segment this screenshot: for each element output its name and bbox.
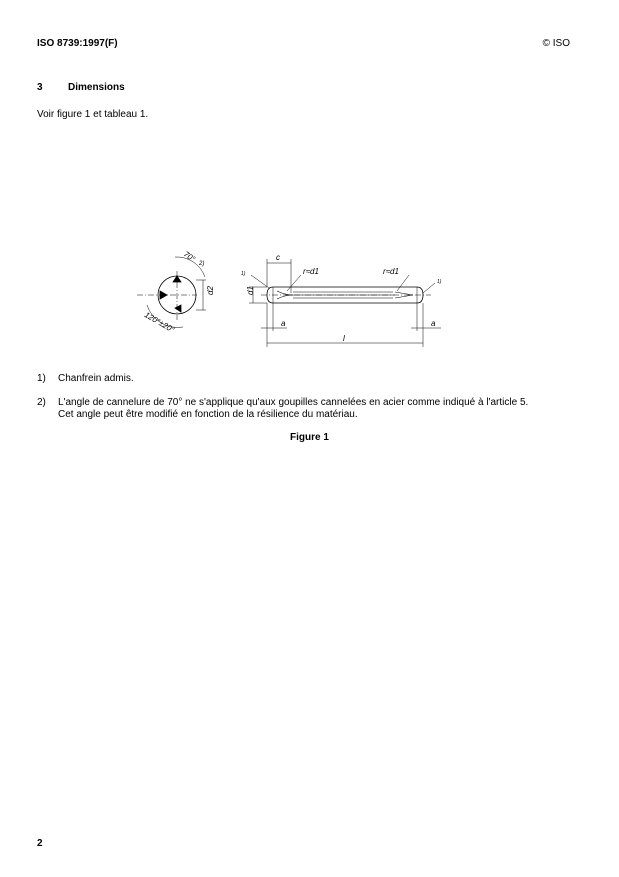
intro-text: Voir figure 1 et tableau 1. [37, 109, 149, 120]
footnote-1-text: Chanfrein admis. [58, 373, 134, 384]
page-number: 2 [37, 838, 43, 849]
section-number: 3 [37, 82, 43, 93]
r-left-label: r≈d1 [303, 267, 319, 276]
pin-drawing-svg [125, 235, 465, 357]
d2-label: d2 [206, 286, 215, 295]
l-label: l [343, 334, 345, 343]
footnote-1-number: 1) [37, 373, 46, 384]
copyright: © ISO [542, 38, 570, 49]
technical-drawing [125, 235, 465, 357]
r-right-label: r≈d1 [383, 267, 399, 276]
section-heading [37, 82, 125, 93]
groove-bottom [175, 305, 181, 312]
figure-caption: Figure 1 [290, 432, 329, 443]
d1-label: d1 [246, 286, 255, 295]
angle-top-note: 2) [199, 261, 205, 267]
section-title: Dimensions [68, 82, 125, 93]
document-id: ISO 8739:1997(F) [37, 38, 118, 49]
angle-bottom-label: 120°±20° [142, 310, 176, 335]
note-right-label: 1) [437, 279, 442, 285]
c-label: c [276, 253, 280, 262]
footnote-2-text: L'angle de cannelure de 70° ne s'applique qu'aux goupilles cannelées en acier comme indiqué à l'article 5. Cet angle peut être modifié en fonction de la résilience du matériau. [58, 397, 529, 420]
note-left-label: 1) [241, 271, 246, 277]
footnote-2 [37, 397, 538, 421]
angle-top-label: 70° [181, 249, 197, 264]
footnote-1 [37, 373, 538, 385]
footnote-2-number: 2) [37, 397, 46, 408]
a-left-label: a [281, 319, 286, 328]
a-right-label: a [431, 319, 436, 328]
